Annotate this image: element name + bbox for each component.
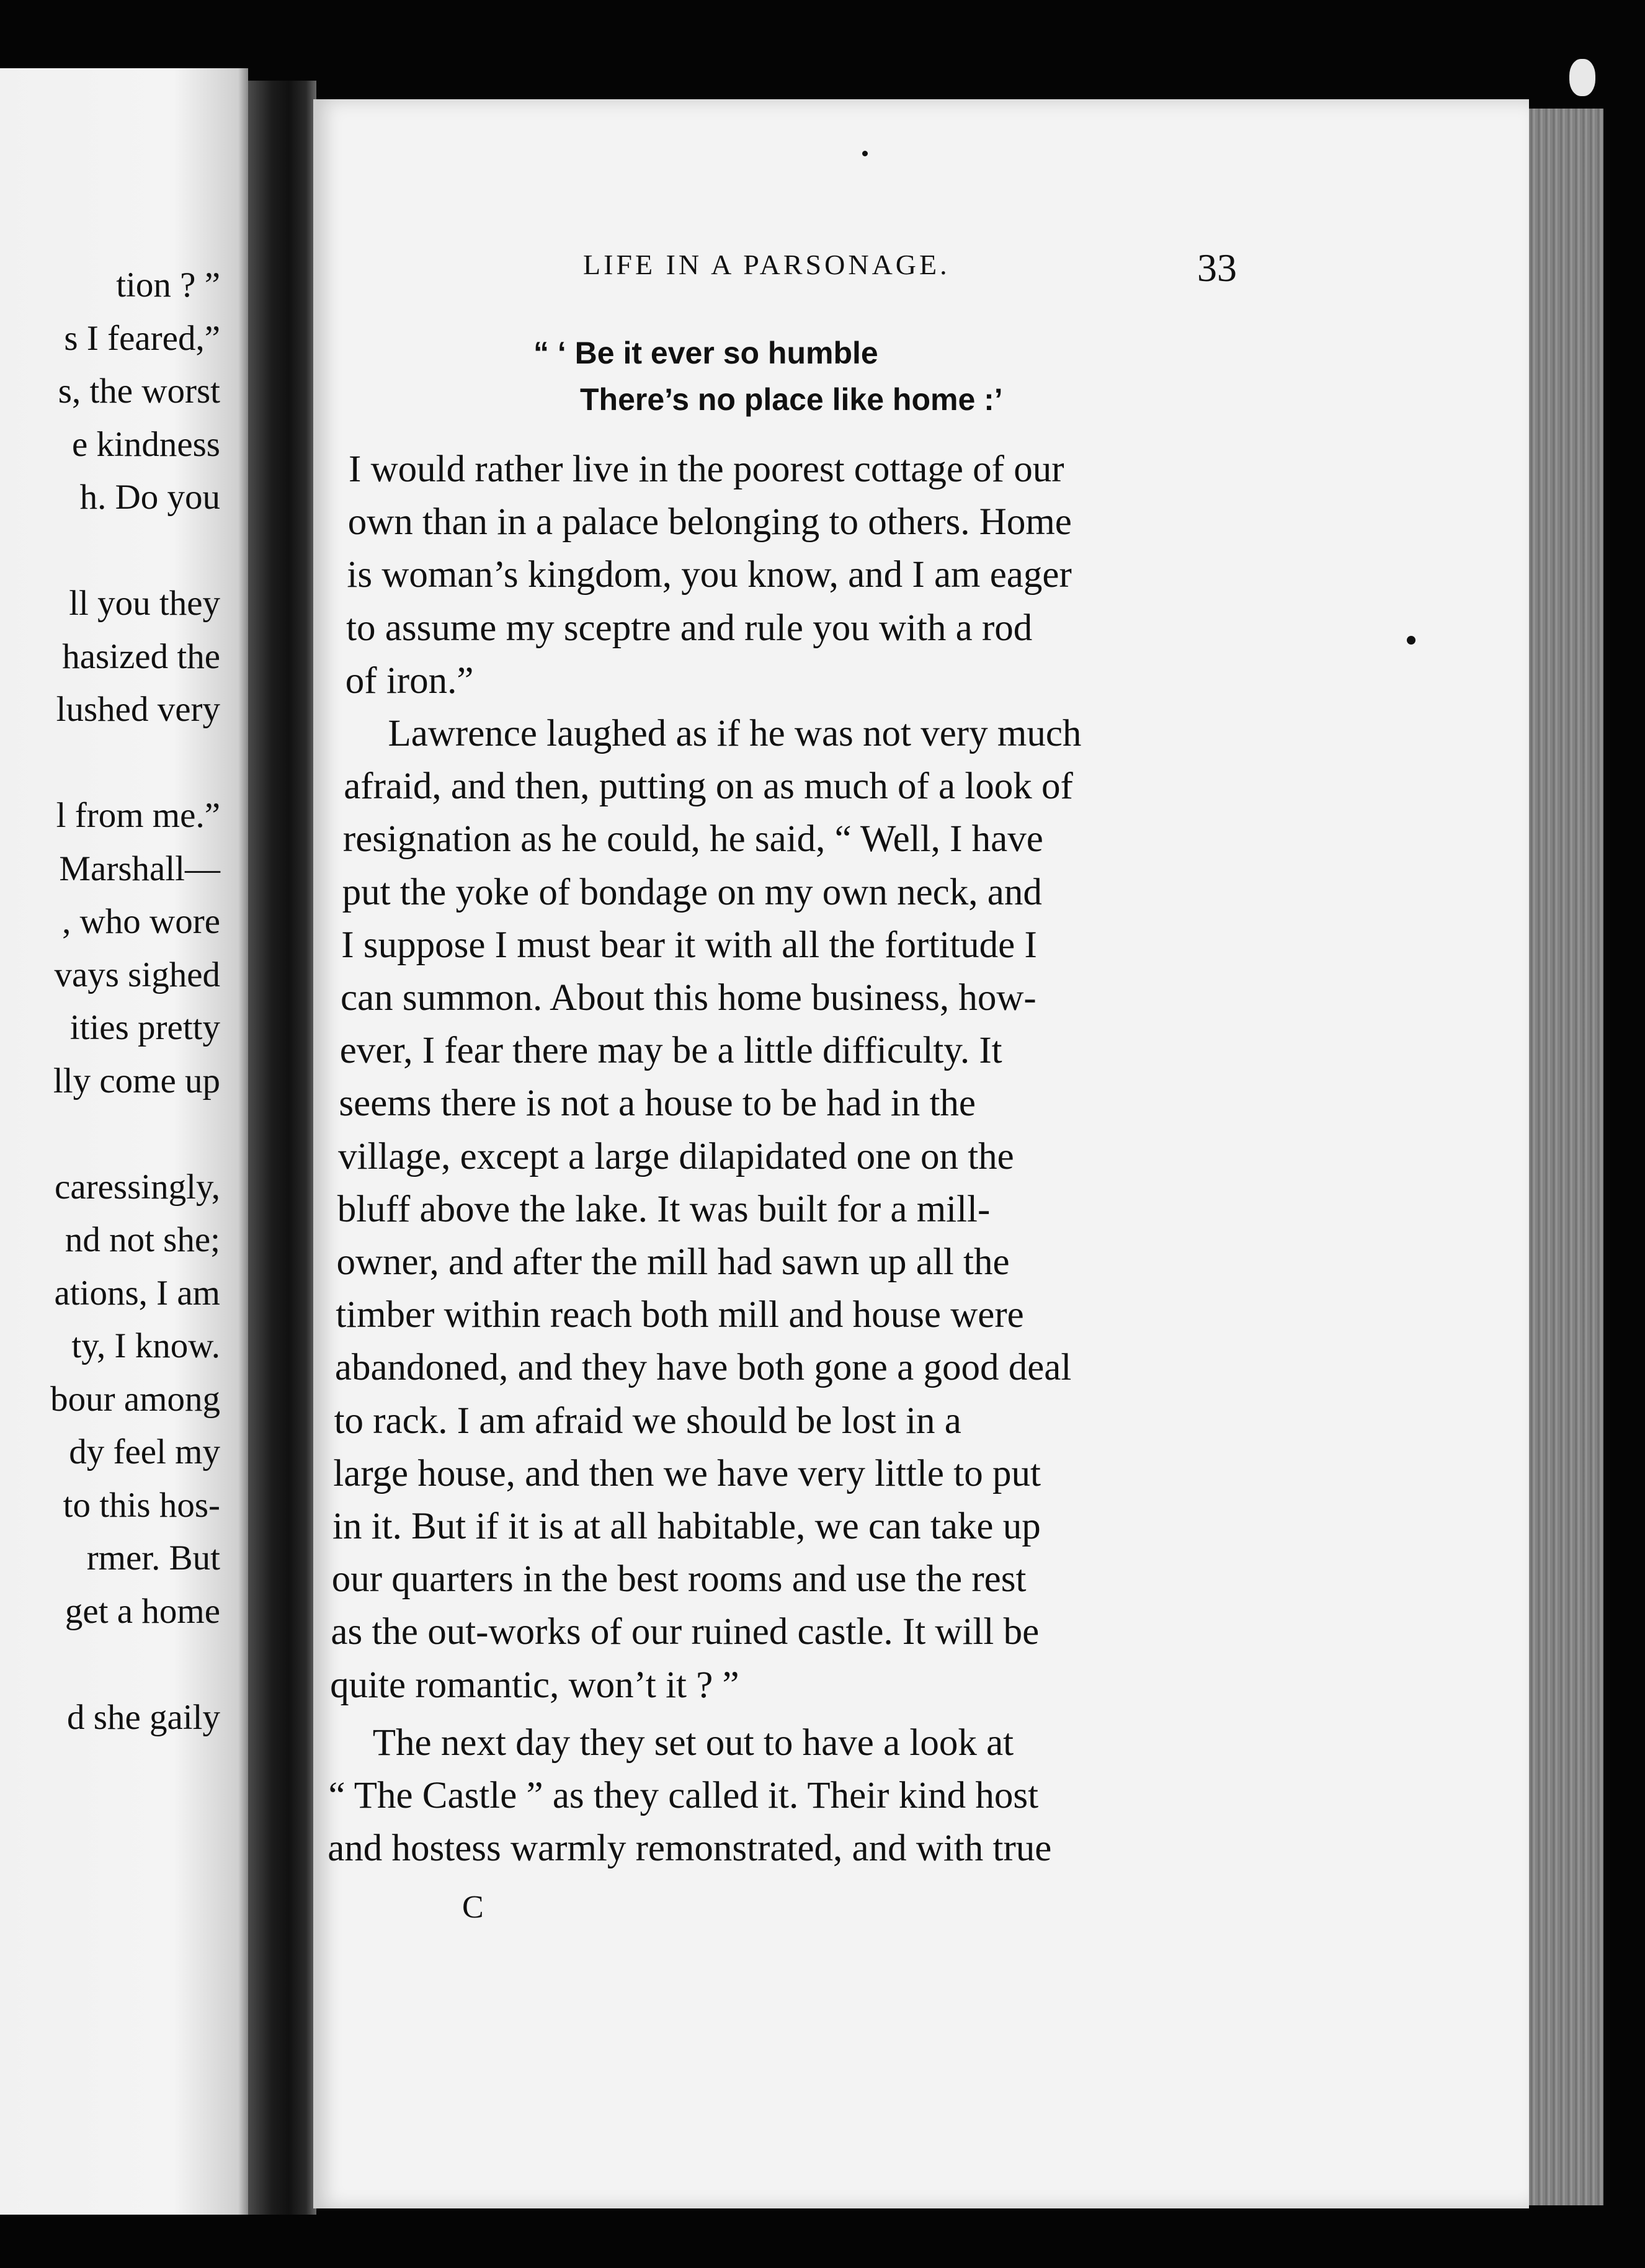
body-text-line: Lawrence laughed as if he was not very much xyxy=(388,713,1082,754)
left-page-line: ations, I am xyxy=(54,1273,220,1313)
body-text-line: afraid, and then, putting on as much of a look of xyxy=(344,766,1073,808)
body-text-line: is woman’s kingdom, you know, and I am eager xyxy=(347,554,1072,596)
body-text-line: village, except a large dilapidated one on the xyxy=(338,1135,1014,1177)
left-page-line: nd not she; xyxy=(65,1220,220,1259)
body-text-line: owner, and after the mill had sawn up all the xyxy=(336,1241,1010,1283)
body-text-line: our quarters in the best rooms and use the rest xyxy=(331,1558,1027,1601)
left-page-line: d she gaily xyxy=(67,1697,220,1737)
dust-speck xyxy=(862,151,868,156)
left-page-line: Marshall— xyxy=(59,849,220,888)
body-text-line: and hostess warmly remonstrated, and with true xyxy=(328,1828,1052,1869)
left-page-line: lly come up xyxy=(53,1061,220,1101)
left-page-line: lushed very xyxy=(56,690,220,729)
left-page-line: rmer. But xyxy=(86,1538,220,1578)
left-page-line: dy feel my xyxy=(69,1432,220,1471)
body-text-line: as the out-works of our ruined castle. It will be xyxy=(331,1611,1040,1653)
body-text-line: to rack. I am afraid we should be lost in a xyxy=(334,1400,961,1442)
verse-line: “ ‘ Be it ever so humble xyxy=(533,336,878,370)
left-page-line: hasized the xyxy=(62,636,220,676)
page-number: 33 xyxy=(1197,246,1237,290)
body-text-line: to assume my sceptre and rule you with a rod xyxy=(346,607,1033,649)
body-text-line: The next day they set out to have a look at xyxy=(372,1722,1014,1764)
body-text-line: large house, and then we have very little to put xyxy=(333,1452,1041,1494)
dust-speck xyxy=(1407,636,1415,645)
body-text-line: quite romantic, won’t it ? ” xyxy=(330,1664,739,1706)
left-page-line: s, the worst xyxy=(58,372,220,411)
body-text-line: resignation as he could, he said, “ Well, I have xyxy=(342,818,1043,860)
left-page-line: caressingly, xyxy=(55,1167,220,1207)
dust-speck xyxy=(1569,59,1595,96)
body-text-line: of iron.” xyxy=(345,659,474,702)
left-page-line: get a home xyxy=(65,1591,220,1631)
signature-mark: C xyxy=(462,1890,484,1925)
body-text-line: own than in a palace belonging to others. Home xyxy=(347,501,1072,543)
body-text-line: timber within reach both mill and house were xyxy=(336,1294,1024,1336)
left-page-line: tion ? ” xyxy=(116,266,220,305)
left-page-line: s I feared,” xyxy=(64,318,220,358)
body-text-line: seems there is not a house to be had in the xyxy=(339,1083,976,1125)
body-text-line: abandoned, and they have both gone a good deal xyxy=(334,1347,1072,1389)
left-page-line: e kindness xyxy=(71,424,220,464)
left-page-line: ty, I know. xyxy=(71,1326,220,1365)
body-text-line: in it. But if it is at all habitable, we can take up xyxy=(332,1506,1041,1547)
body-text-line: “ The Castle ” as they called it. Their kind host xyxy=(328,1775,1039,1816)
body-text-line: put the yoke of bondage on my own neck, and xyxy=(342,871,1042,913)
body-text-line: I would rather live in the poorest cottage of our xyxy=(349,449,1064,490)
left-page-line: ll you they xyxy=(69,584,220,623)
body-text-line: can summon. About this home business, how- xyxy=(341,977,1036,1019)
left-page-line: bour among xyxy=(50,1379,220,1419)
left-page-line: to this hos- xyxy=(63,1485,220,1525)
body-text-line: bluff above the lake. It was built for a mill- xyxy=(337,1188,991,1230)
left-page-line: , who wore xyxy=(62,902,220,941)
body-text-line: ever, I fear there may be a little difficulty. It xyxy=(339,1030,1002,1072)
left-page-line: l from me.” xyxy=(56,796,220,835)
left-page-line: h. Do you xyxy=(79,478,220,517)
left-page-line: vays sighed xyxy=(54,955,220,994)
verse-line: There’s no place like home :’ xyxy=(580,382,1003,417)
left-page-line: ities pretty xyxy=(69,1008,220,1047)
running-head: LIFE IN A PARSONAGE. xyxy=(583,249,950,280)
body-text-line: I suppose I must bear it with all the fortitude I xyxy=(341,924,1037,966)
